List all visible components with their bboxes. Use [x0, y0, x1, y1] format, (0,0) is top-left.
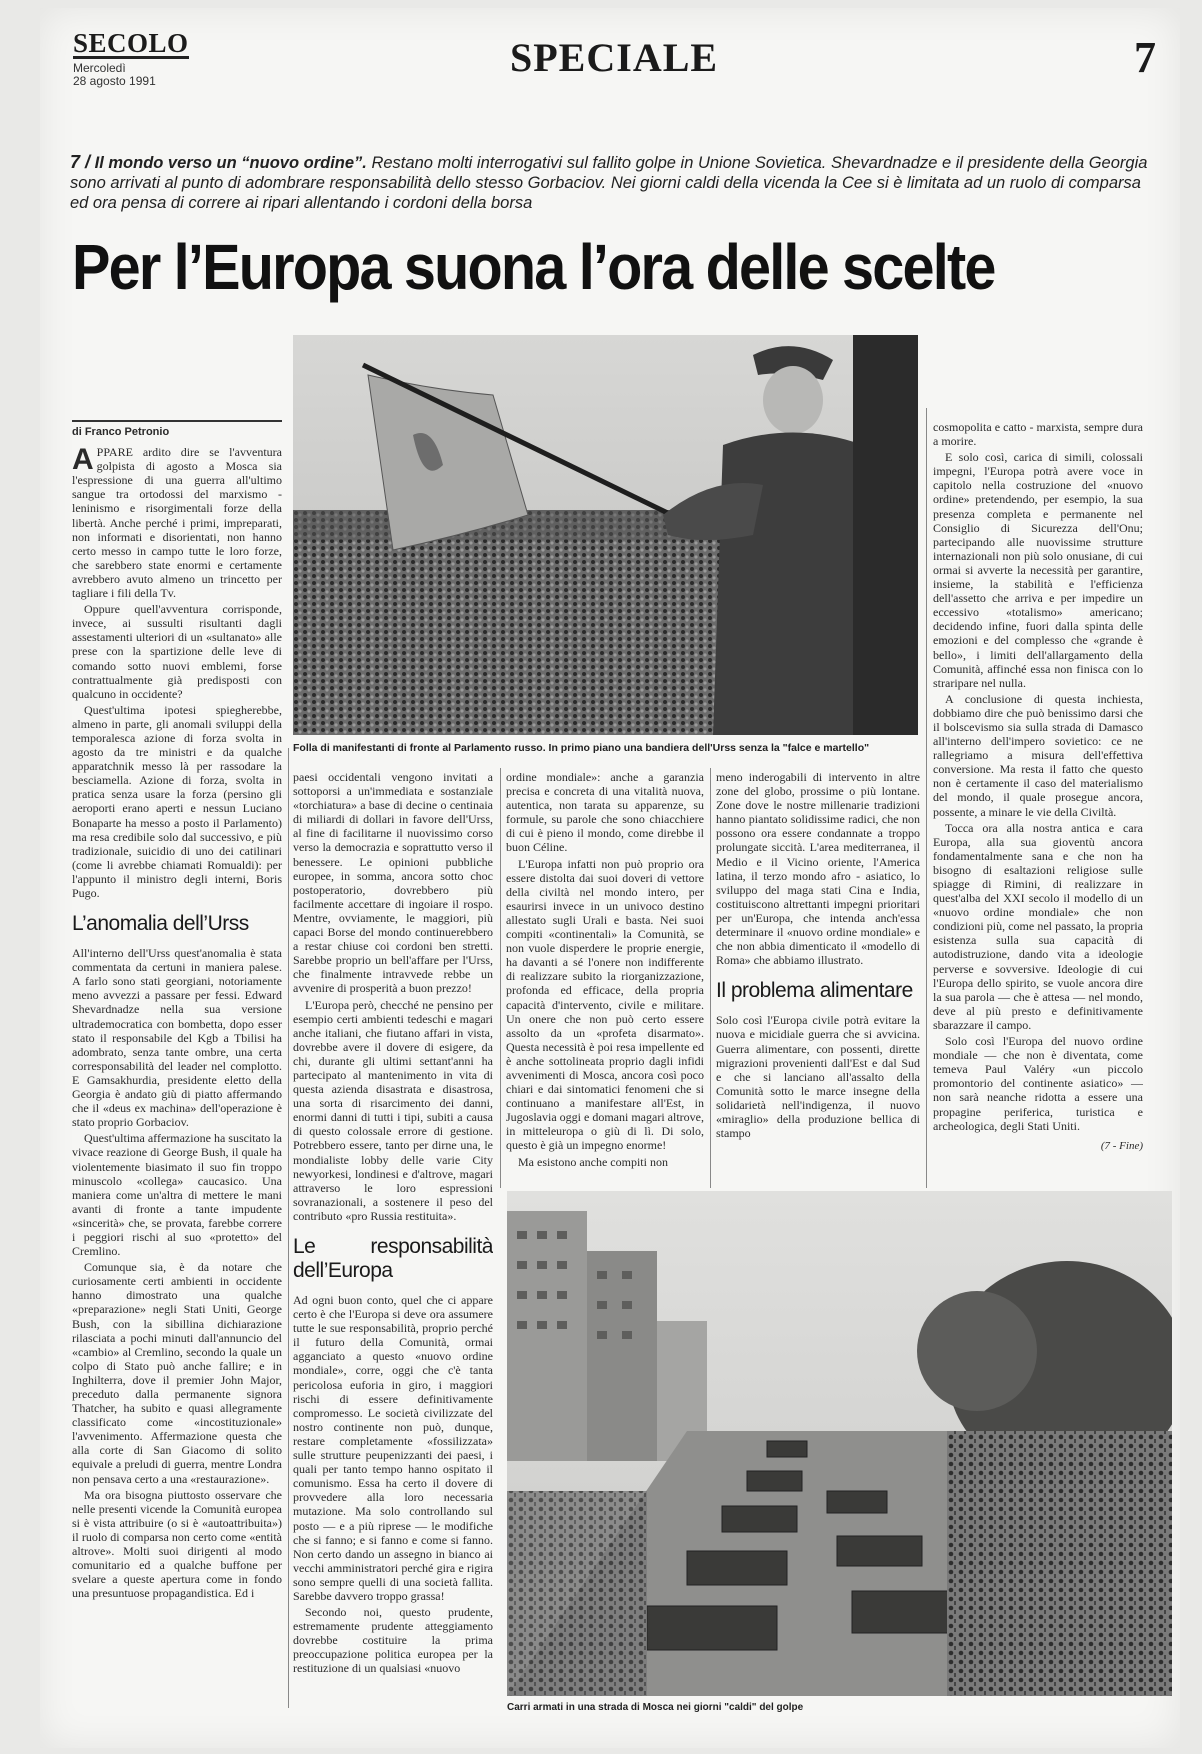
paragraph: A conclusione di questa inchiesta, dobbiamo dire che può benissimo darsi che il bolscevismo sia sulla strada di Damasco all'interno dell'impero sovietico: ce ne rallegriamo a misura dell'effettiva conversione. Ma resta il fatto che questo non è certamente il caso del materialismo del mondo, il quale prosegue ancora, possente, a minare le vie della Civiltà.: [933, 691, 1143, 819]
photo2-caption: Carri armati in una strada di Mosca nei giorni "caldi" del golpe: [507, 1702, 804, 1713]
paragraph: ordine mondiale»: anche a garanzia precisa e concreta di una vitalità nuova, autentica, non tarata su apparenze, su formule, su parole che sono chiacchiere di cui è pieno il mondo, come direbbe il buon Céline.: [506, 770, 704, 855]
subhead-responsabilita: Le responsabilità dell’Europa: [293, 1235, 493, 1282]
byline: di Franco Petronio: [72, 420, 282, 439]
kicker-number: 7 /: [70, 152, 91, 172]
column-rule: [710, 768, 711, 1188]
paragraph: All'interno dell'Urss quest'anomalia è stata commentata da certuni in maniera palese. A farlo sono stati georgiani, notoriamente meno avvezzi a passare per fessi. Edward Shevardnadze nella sua versione ultrademocratica con bombetta, dopo esser stato il responsabile del Kgb a Tbilisi ha adombrato, senza tante ombre, una certa corresponsabilità del leader nel complotto. E Gamsakhurdia, presidente eletto della Georgia è andato giù di piatto affermando che il «deus ex machina» dell'operazione è stato proprio Gorbaciov.: [72, 946, 282, 1130]
paragraph: Quest'ultima ipotesi spiegherebbe, almeno in parte, gli anomali sviluppi della temporalesca azione di forza svolta in agosto da tre ministri e da qualche apparatchnik messo là per rassodare la besciamella. Azione di forza, svolta in pratica senza usare la forza (persino gli aeroporti erano aperti e nessun Luciano Bonaparte ha messo a posto il Parlamento) ma resa credibile solo dal successivo, e più tradizionale, suicidio di uno dei catilinari (come li avrebbe chiamati Romualdi): per l'appunto il ministro degli interni, Boris Pugo.: [72, 702, 282, 900]
series-sign-off: (7 - Fine): [1100, 1139, 1143, 1152]
kicker-text: Restano molti interrogativi sul fallito golpe in Unione Sovietica. Shevardnadze e il presidente della Georgia sono arrivati al punto di adombrare responsabilità dello stesso Gorbaciov. Nei giorni caldi della vicenda la Cee si è limitata ad un ruolo di comparsa ed ora pensa di correre ai ripari allentando i cordoni della borsa: [70, 154, 1148, 212]
paragraph: Comunque sia, è da notare che curiosamente certi ambienti in occidente hanno dimostrato una qualche «preparazione» negli Stati Uniti, George Bush, con la sibillina dichiarazione rilasciata a pochi minuti dall'annuncio del «cambio» al Cremlino, secondo la quale un colpo di Stato può anche fallire; e in Inghilterra, dove il premier John Major, preceduto dalla permanente signora Thatcher, ha subito e quasi allegramente classificato come «incostituzionale» l'avvenimento. Affermazione questa che alla corte di San Giacomo di solito equivale a preludi di guerra, mentre Londra non pensava certo a una «restaurazione».: [72, 1260, 282, 1486]
paragraph: meno inderogabili di intervento in altre zone del globo, prossime o più lontane. Zone dove le nostre millenarie tradizioni hanno piantato solidissime radici, che non possono ora essere condannate a troppo prolungate siccità. L'area mediterranea, il Medio e il Vicino oriente, l'America latina, il terzo mondo afro - asiatico, lo sviluppo del maga stati Cina e India, costituiscono altrettanti impegni prioritari per un'Europa, che intenda anch'essa determinare il «nuovo ordine mondiale» e che non abbia dimenticato il «modello di Roma» che abbiamo illustrato.: [716, 770, 920, 968]
paragraph: E solo così, carica di simili, colossali impegni, l'Europa potrà avere voce in capitolo nella costruzione del «nuovo ordine» pretendendo, per esempio, la sua presenza completa e permanente nel Consiglio di Sicurezza dell'Onu; partecipando alle nuovissime strutture internazionali non più solo onusiane, di cui ormai si avverte la necessità per garantire, insieme, la stabilità e l'efficienza dell'assetto che arriva e per impedire un eccessivo «totalismo» americano; decidendo infine, fuori dalla spinta delle emozioni e del complesso che «grande è bello», i limiti dell'allargamento della Comunità, affinché essa non finisca con lo straripare nel nulla.: [933, 450, 1143, 690]
newspaper-logo: SECOLO: [73, 28, 189, 58]
paragraph: Ma ora bisogna piuttosto osservare che nelle presenti vicende la Comunità europea si è vista attribuire (o si è «autoattribuita») il ruolo di comparsa non certo come «entità altrove». Molti suoi dirigenti al modo comunitario ed a qualche buffone per svelare a queste apertura come in fondo una presuntuose propagandistica. Ed i: [72, 1487, 282, 1601]
page-number: 7: [1134, 33, 1156, 82]
paragraph: Ma esistono anche compiti non: [518, 1154, 668, 1169]
paragraph: Tocca ora alla nostra antica e cara Europa, alla sua gioventù ancora fondamentalmente sana e che non ha bisogno di esaltazioni religiose sulle spiagge di Rimini, di realizzare in quest'alba del XXI secolo il modello di un «nuovo ordine mondiale» che non condizioni più, come nel passato, la propria esistenza sulla sua capacità di autodistruzione, dando vita a ideologie perverse e sovversive. Ideologie di cui l'Europa dello spirito, se vuole ancora dire la sua parola — che è attesa — nel mondo, deve al più presto e definitivamente sbarazzare il campo.: [933, 820, 1143, 1032]
column-rule: [500, 768, 501, 1188]
kicker: [70, 152, 1160, 213]
kicker-lead: Il mondo verso un “nuovo ordine”.: [94, 154, 367, 172]
paragraph: Solo così l'Europa civile potrà evitare la nuova e micidiale guerra che si avvicina. Guerra alimentare, con possenti, dirette migrazioni provenienti dall'Est e dal Sud e che si lanciano all'assalto della Comunità sotto le marce insegne della solidarietà nell'indigenza, il nuovo «miraglio» della produzione bellica di stampo: [716, 1013, 920, 1141]
column-rule: [926, 408, 927, 1188]
photo-tanks-moscow: [507, 1191, 1172, 1696]
column-rule: [288, 748, 289, 1708]
crowd-photo-graphic: [293, 335, 918, 735]
tanks-photo-graphic: [507, 1191, 1172, 1696]
photo1-caption: Folla di manifestanti di fronte al Parlamento russo. In primo piano una bandiera dell'Urss senza la "falce e martello": [293, 742, 870, 754]
issue-day: Mercoledì: [73, 61, 126, 75]
article-column-3: [506, 770, 704, 1188]
article-column-4: [716, 770, 920, 1188]
paragraph: APPARE ardito dire se l'avventura golpista di agosto a Mosca sia l'espressione di una guerra all'ultimo sangue tra ortodossi del marxismo - leninismo e risorgimentali forze della libertà. Anche perché i primi, impreparati, non informati e disorientati, non hanno certo messo in campo tutte le loro forze, che sarebbero state enormi e certamente avrebbero avuto almeno un trincetto per tagliare i fili della Tv.: [72, 443, 282, 601]
issue-date: 28 agosto 1991: [73, 74, 156, 88]
paragraph: Secondo noi, questo prudente, estremamente prudente atteggiamento dovrebbe costituire la prima preoccupazione politica europea per la restituzione di un qualsiasi «nuovo: [293, 1605, 493, 1676]
article-column-2: [293, 770, 493, 1710]
subhead-problema-alimentare: Il problema alimentare: [716, 979, 913, 1003]
paragraph: L'Europa infatti non può proprio ora essere distolta dai suoi doveri di vettore della civiltà nel mondo intero, per esaurirsi invece in un univoco destino allestato sugli Urali e basta. Nei suoi compiti «continentali» la Comunità, se non vuole disperdere le proprie energie, ha davanti a sé l'onere non indifferente di realizzare subito la riorganizzazione, profonda ed efficace, della propria capacità d'intervento, civile e militare. Un onere che non può certo essere assolto da un «profeta disarmato». Questa necessità è poi resa impellente ed è anche sottolineata proprio dagli infidi avvenimenti di Mosca, ancora così poco chiari e dai sintomatici fenomeni che si continuano a manifestare all'Est, in Jugoslavia oggi e domani magari altrove, in mitteleuropa o giù di lì. Di solo, questo è già un impegno enorme!: [506, 856, 704, 1153]
newspaper-page: [40, 8, 1180, 1748]
paragraph: L'Europa però, checché ne pensino per esempio certi ambienti tedeschi e magari anche italiani, che fiutano affari in vista, dovrebbe avere il dovere di esigere, da chi, durante gli ultimi settant'anni ha partecipato al mantenimento in vita di questa azienda disastrata e disastrosa, una sorta di risarcimento dei danni, enormi danni di tutti i tipi, subiti a causa di questo colossale errore di gestione. Potrebbero essere, tanto per dirne una, le mondialiste lobby delle varie City newyorkesi, londinesi e d'altrove, magari attraverso le loro espressioni sovranazionali, a sostenere il peso del contributo «pro Russia restituita».: [293, 997, 493, 1223]
section-title: SPECIALE: [510, 35, 719, 80]
paragraph: Oppure quell'avventura corrisponde, invece, ai sussulti risultanti dagli assestamenti ulteriori di un «sultanato» alle prese con la spartizione delle leve di comando sotto nuovi emblemi, forse contrattualmente già predisposti con qualcuno in occidente?: [72, 602, 282, 701]
article-column-5: [933, 420, 1143, 1180]
paragraph: cosmopolita e catto - marxista, sempre dura a morire.: [933, 420, 1143, 449]
paragraph: Quest'ultima affermazione ha suscitato la vivace reazione di George Bush, il quale ha violentemente biasimato il suo fin troppo minuscolo «collega» caucasico. Una maniera come un'altra di mettere le mani avanti di fronte a tante impudente «sincerità» che, se provata, farebbe correre i peggiori rischi al suo «protetto» del Cremlino.: [72, 1131, 282, 1259]
subhead-anomalia: L’anomalia dell’Urss: [72, 912, 249, 936]
drop-cap: A: [72, 443, 94, 477]
article-column-1: [72, 420, 282, 1720]
paragraph: Ad ogni buon conto, quel che ci appare certo è che l'Europa si deve ora assumere tutte le sue responsabilità, proprio perché il futuro della Comunità, ormai agganciato a questo «nuovo ordine mondiale», corre, oggi che c'è tanta pericolosa euforia in giro, i maggiori rischi di essere definitivamente compromesso. Le società civilizzate del nostro continente non può, dunque, restare completamente «fossilizzata» sulle strutture peupenizzanti dei paesi, i quali per tanto tempo hanno ospitato il comunismo. Essa ha certo il dovere di provvedere alla loro necessaria mutazione. Ma solo controllando sul posto — e a più riprese — le modifiche che si fanno; e si fanno e come si fanno. Non certo dando un assegno in bianco ai vecchi amministratori perché gira e rigira sono sempre quelli di una società fallita. Sarebbe davvero troppo grassa!: [293, 1293, 493, 1603]
photo-crowd-parliament: [293, 335, 918, 735]
masthead: [73, 30, 189, 88]
paragraph: Solo così l'Europa del nuovo ordine mondiale — che non è diventata, come temeva Paul Valéry «un piccolo promontorio del continente asiatico» — non sarà neanche ridotta a essere una propagine periferica, turistica e archeologica, degli Stati Uniti.: [933, 1034, 1143, 1133]
headline: Per l’Europa suona l’ora delle scelte: [72, 231, 995, 303]
paragraph: paesi occidentali vengono invitati a sottoporsi a un'immediata e sostanziale «torchiatura» a base di decine o centinaia di miliardi di dollari in favore dell'Urss, al fine di facilitarne il nuovissimo corso verso la democrazia e soprattutto verso il benessere. Le opinioni pubbliche europee, in somma, ancora sotto choc postoperatorio, dovrebbero più facilmente accettare di ingoiare il rospo. Mentre, ovviamente, le maggiori, più capaci Borse del mondo continuerebbero a restar chiuse coi cordoni ben stretti. Sarebbe proprio un bell'affare per l'Urss, che finalmente intravvede rebbe un avvenire di prosperità a buon prezzo!: [293, 770, 493, 996]
